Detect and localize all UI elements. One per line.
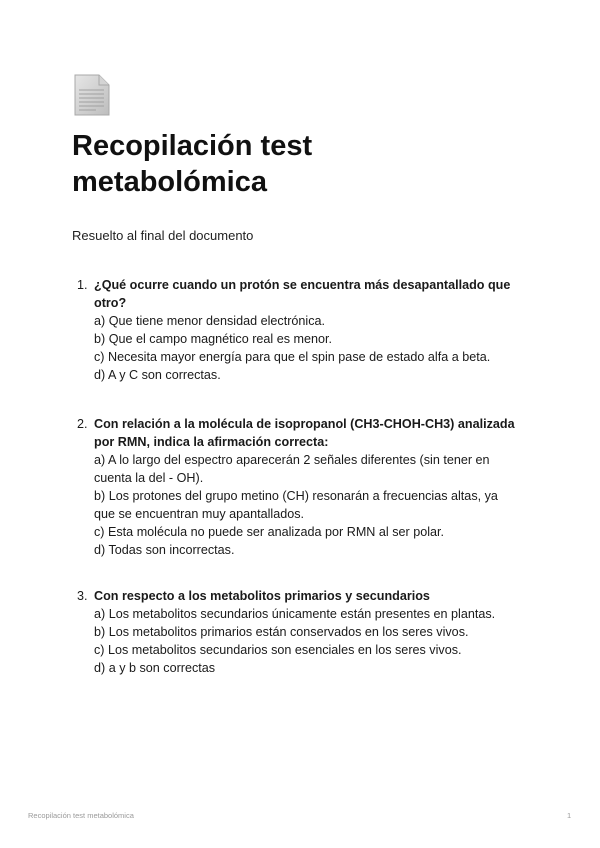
- document-icon: [74, 74, 110, 116]
- question-1: [72, 276, 522, 384]
- question-text: Con respecto a los metabolitos primarios y secundarios: [94, 589, 430, 603]
- question-number: 2.: [77, 417, 88, 431]
- question-text: ¿Qué ocurre cuando un protón se encuentra más desapantallado que otro?: [94, 278, 511, 310]
- answer-option: a) A lo largo del espectro aparecerán 2 señales diferentes (sin tener en cuenta la del - OH).: [94, 453, 490, 485]
- answer-option: c) Los metabolitos secundarios son esenciales en los seres vivos.: [94, 643, 462, 657]
- document-title: Recopilación test metabolómica: [72, 130, 313, 198]
- answer-option: a) Que tiene menor densidad electrónica.: [94, 314, 326, 328]
- footer-title: Recopilación test metabolómica: [28, 811, 134, 820]
- answer-option: c) Esta molécula no puede ser analizada por RMN al ser polar.: [94, 525, 445, 539]
- answer-option: d) A y C son correctas.: [94, 368, 221, 382]
- answer-option: d) Todas son incorrectas.: [94, 543, 235, 557]
- question-2: [72, 415, 522, 559]
- question-text: Con relación a la molécula de isopropanol (CH3-CHOH-CH3) analizada por RMN, indica la afirmación correcta:: [94, 417, 515, 449]
- question-number: 1.: [77, 278, 88, 292]
- document-subtitle: Resuelto al final del documento: [72, 228, 254, 243]
- answer-option: b) Los protones del grupo metino (CH) resonarán a frecuencias altas, ya que se encuentran muy apantallados.: [94, 489, 498, 521]
- answer-option: a) Los metabolitos secundarios únicamente están presentes en plantas.: [94, 607, 496, 621]
- answer-option: c) Necesita mayor energía para que el spin pase de estado alfa a beta.: [94, 350, 491, 364]
- answer-option: b) Que el campo magnético real es menor.: [94, 332, 333, 346]
- question-list: [72, 276, 522, 677]
- page-number: 1: [567, 811, 572, 820]
- answer-option: d) a y b son correctas: [94, 661, 216, 675]
- answer-option: b) Los metabolitos primarios están conservados en los seres vivos.: [94, 625, 469, 639]
- question-number: 3.: [77, 589, 88, 603]
- question-3: [72, 587, 522, 677]
